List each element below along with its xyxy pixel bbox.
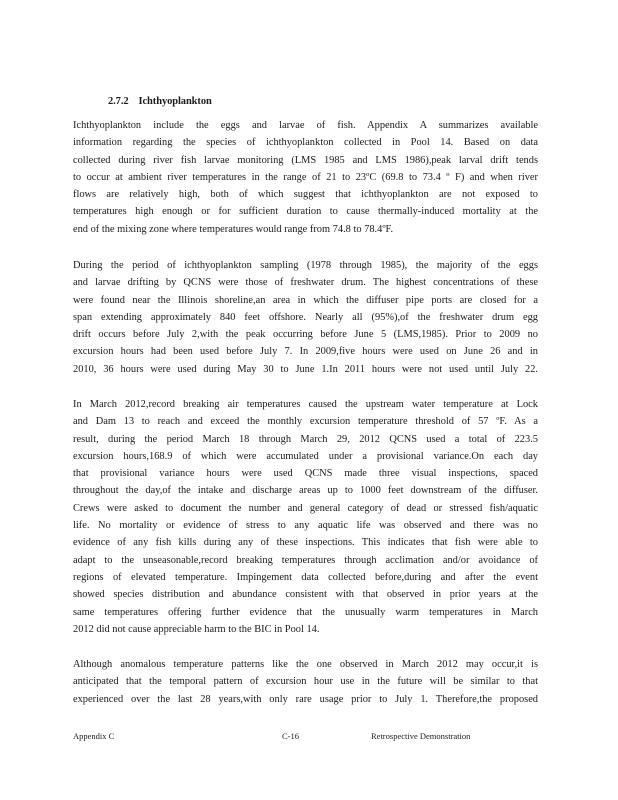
section-heading bbox=[108, 96, 212, 107]
text-line: end of the mixing zone where temperatures would range from 74.8 to 78.4ºF. bbox=[73, 223, 394, 235]
text-line: Although anomalous temperature patterns like the one observed in March 2012 may occur,it is bbox=[73, 659, 538, 670]
text-line: regions of elevated temperature. Impingement data collected before,during and after the event bbox=[73, 571, 538, 583]
section-number: 2.7.2 bbox=[108, 96, 129, 107]
text-line: temperatures high enough or for sufficient duration to cause thermally-induced mortality at the bbox=[73, 206, 538, 218]
paragraph-3 bbox=[73, 396, 538, 638]
text-line: that provisional variance hours were used QCNS made three visual inspections, spaced bbox=[73, 468, 538, 480]
text-line: excursion hours had been used before July 7. In 2009,five hours were used on June 26 and in bbox=[73, 346, 538, 358]
text-line: were found near the Illinois shoreline,an area in which the diffuser pipe ports are closed for a bbox=[73, 294, 538, 306]
text-line: adapt to the unseasonable,record breaking temperatures through acclimation and/or avoidance of bbox=[73, 554, 538, 566]
text-line: throughout the day,of the intake and discharge areas up to 1000 feet downstream of the diffuser. bbox=[73, 485, 538, 497]
text-line: 2012 did not cause appreciable harm to the BIC in Pool 14. bbox=[73, 623, 320, 635]
text-line: and larvae drifting by QCNS were those of freshwater drum. The highest concentrations of these bbox=[73, 277, 538, 289]
text-line: information regarding the species of ichthyoplankton collected in Pool 14. Based on data bbox=[73, 137, 538, 149]
text-line: result, during the period March 18 through March 29, 2012 QCNS used a total of 223.5 bbox=[73, 433, 538, 445]
paragraph-1 bbox=[73, 117, 538, 238]
text-line: Crews were asked to document the number and general category of dead or stressed fish/aquatic bbox=[73, 502, 538, 514]
footer-right: Retrospective Demonstration bbox=[371, 731, 471, 741]
paragraph-4 bbox=[73, 656, 538, 708]
text-line: During the period of ichthyoplankton sampling (1978 through 1985), the majority of the eggs bbox=[73, 260, 538, 271]
section-title: Ichthyoplankton bbox=[138, 96, 212, 107]
text-line: excursion hours,168.9 of which were accumulated under a provisional variance.On each day bbox=[73, 450, 538, 462]
text-line: showed species distribution and abundance consistent with that observed in prior years at the bbox=[73, 589, 538, 601]
text-line: evidence of any fish kills during any of these inspections. This indicates that fish were able to bbox=[73, 537, 538, 549]
text-line: same temperatures offering further evidence that the unusually warm temperatures in March bbox=[73, 606, 538, 618]
paragraph-2 bbox=[73, 257, 538, 378]
text-line: flows are relatively high, both of which suggest that ichthyoplankton are not exposed to bbox=[73, 189, 538, 201]
text-line: anticipated that the temporal pattern of excursion hour use in the future will be similar to that bbox=[73, 676, 538, 688]
text-line: In March 2012,record breaking air temperatures caused the upstream water temperature at Lock bbox=[73, 399, 538, 410]
text-line: and Dam 13 to reach and exceed the monthly excursion temperature threshold of 57 ºF. As a bbox=[73, 416, 538, 428]
text-line: experienced over the last 28 years,with only rare usage prior to July 1. Therefore,the proposed bbox=[73, 693, 538, 705]
text-line: 2010, 36 hours were used during May 30 to June 1.In 2011 hours were not used until July 22. bbox=[73, 363, 538, 375]
text-line: span extending approximately 840 feet offshore. Nearly all (95%),of the freshwater drum egg bbox=[73, 311, 538, 323]
text-line: drift occurs before July 2,with the peak occurring before June 5 (LMS,1985). Prior to 2009 no bbox=[73, 329, 538, 341]
footer-page-number: C-16 bbox=[282, 731, 299, 741]
text-line: collected during river fish larvae monitoring (LMS 1985 and LMS 1986),peak larval drift tends bbox=[73, 154, 538, 166]
text-line: life. No mortality or evidence of stress to any aquatic life was observed and there was no bbox=[73, 520, 538, 532]
text-line: to occur at ambient river temperatures in the range of 21 to 23ºC (69.8 to 73.4 º F) and when river bbox=[73, 171, 538, 183]
text-line: Ichthyoplankton include the eggs and larvae of fish. Appendix A summarizes available bbox=[73, 120, 538, 131]
footer-left: Appendix C bbox=[73, 731, 115, 741]
